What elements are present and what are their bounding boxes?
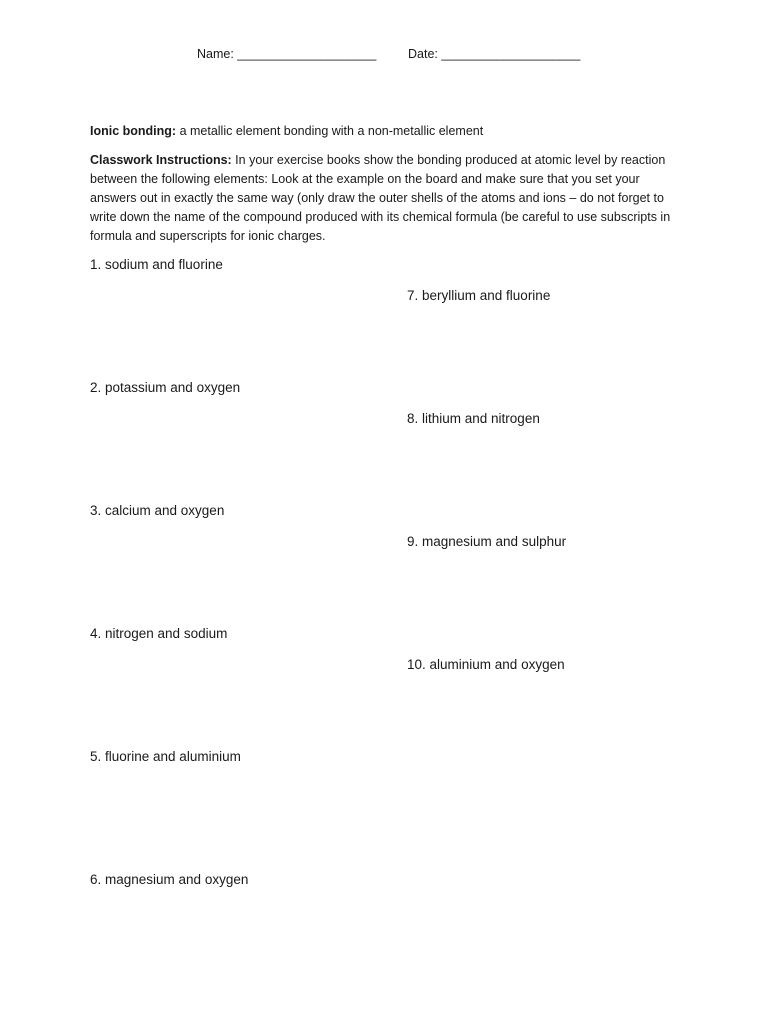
- question-2: 2. potassium and oxygen: [90, 380, 241, 395]
- ionic-bonding-term: Ionic bonding:: [90, 124, 177, 138]
- question-8: 8. lithium and nitrogen: [407, 411, 540, 426]
- question-5: 5. fluorine and aluminium: [90, 749, 241, 764]
- ionic-bonding-definition: [90, 122, 682, 141]
- classwork-heading: Classwork Instructions:: [90, 153, 232, 167]
- question-4: 4. nitrogen and sodium: [90, 626, 228, 641]
- date-field: Date: ____________________: [408, 47, 581, 61]
- question-1: 1. sodium and fluorine: [90, 257, 223, 272]
- classwork-instructions: [90, 151, 682, 246]
- classwork-text: In your exercise books show the bonding produced at atomic level by reaction between the following elements: Look at the example on the board and make sure that you set your answers out in exactly the same way (only draw the outer shells of the atoms and ions – do not forget to write down the name of the compound produced with its chemical formula (be careful to use subscripts in formula and superscripts for ionic charges.: [90, 153, 671, 243]
- question-7: 7. beryllium and fluorine: [407, 288, 551, 303]
- question-10: 10. aluminium and oxygen: [407, 657, 565, 672]
- name-field: Name: ____________________: [197, 47, 377, 61]
- question-9: 9. magnesium and sulphur: [407, 534, 567, 549]
- question-3: 3. calcium and oxygen: [90, 503, 225, 518]
- ionic-bonding-text: a metallic element bonding with a non-metallic element: [176, 124, 484, 138]
- question-6: 6. magnesium and oxygen: [90, 872, 249, 887]
